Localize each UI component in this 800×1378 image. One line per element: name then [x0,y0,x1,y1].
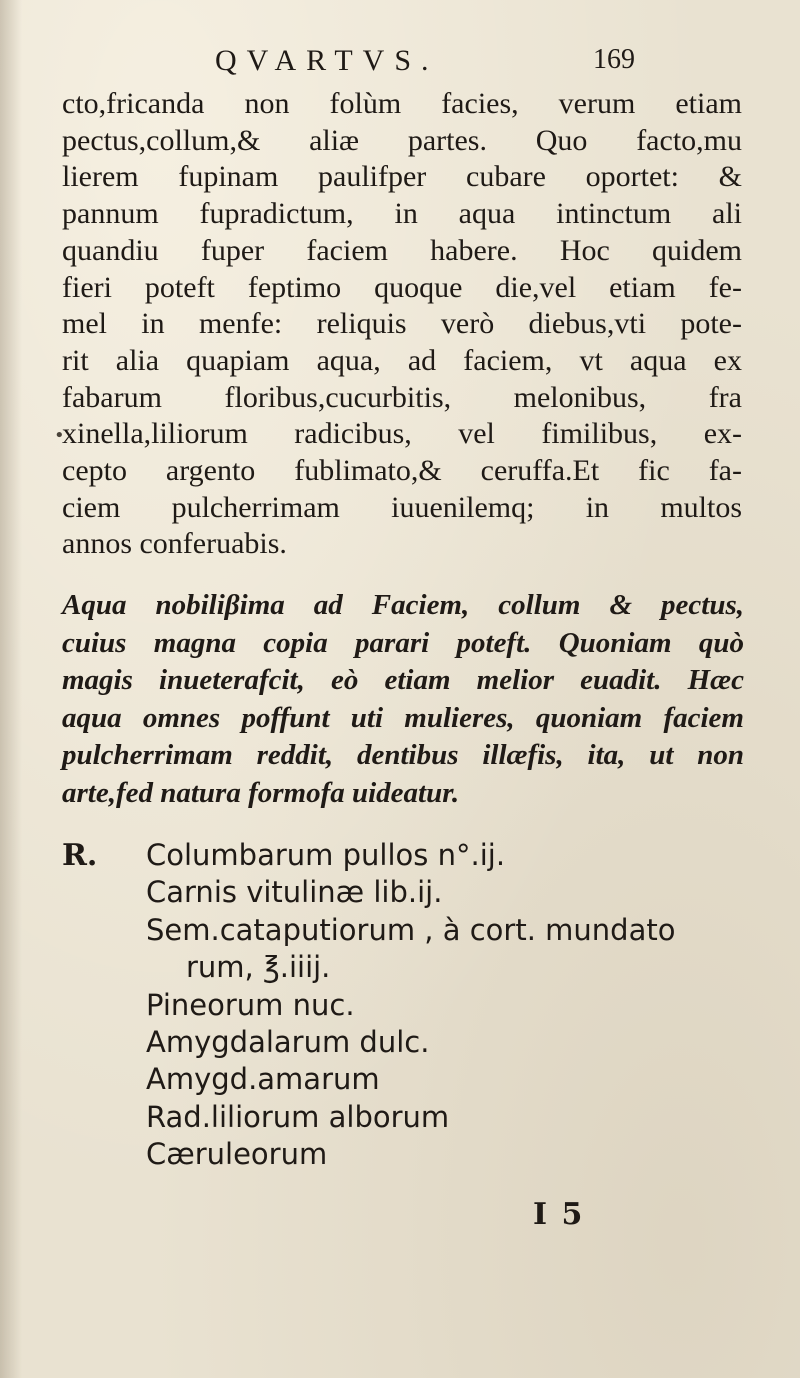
ingredient-item: Rad.liliorum alborum [146,1099,450,1134]
italic-line: Aqua nobiliβima ad Faciem, collum & pectus, [62,589,744,621]
text-line: lierem fupinam paulifper cubare oportet: & [62,160,742,194]
ingredient-item: Pineorum nuc. [146,987,355,1022]
ingredient-item: Carnis vitulinæ lib.ij. [146,875,443,910]
text-line: rit alia quapiam aqua, ad faciem, vt aqua ex [62,343,742,377]
italic-line: cuius magna copia parari poteft. Quoniam quò [62,626,744,659]
text-line: pectus,collum,& aliæ partes. Quo facto,mu [62,123,742,157]
italic-line: aqua omnes poffunt uti mulieres, quoniam faciem [62,701,744,734]
text-line: xinella,liliorum radicibus, vel fimilibus, ex- [62,417,742,451]
signature-mark: I 5 [533,1197,585,1232]
margin-mark: • [54,425,65,446]
ingredient-item: Amygdalarum dulc. [146,1025,430,1060]
recipe-symbol: R. [62,838,98,873]
italic-line: magis inueterafcit, eò etiam melior euadit. Hæc [62,664,744,696]
ingredient-item: Sem.cataputiorum , à cort. mundato [146,912,676,947]
text-line: mel in menfe: reliquis verò diebus,vti pote- [62,307,742,341]
page-number: 169 [593,44,635,75]
ingredient-item: Cæruleorum [146,1137,328,1172]
page-header [215,44,695,84]
ingredient-item: Columbarum pullos n°.ij. [146,838,506,872]
text-line: pannum fupradictum, in aqua intinctum ali [62,197,742,231]
text-line: fieri poteft feptimo quoque die,vel etiam fe- [62,270,742,304]
text-line: cepto argento fublimato,& ceruffa.Et fic fa- [62,454,742,488]
italic-line: arte,fed natura formofa uideatur. [62,776,460,809]
text-line: cto,fricanda non folùm facies, verum etiam [62,87,742,120]
italic-heading-paragraph [62,587,744,812]
text-line: ciem pulcherrimam iuuenilemq; in multos [62,490,742,524]
ingredient-list [146,837,675,1174]
text-line: fabarum floribus,cucurbitis, melonibus, fra [62,380,742,414]
italic-line: pulcherrimam reddit, dentibus illæfis, ita, ut non [62,739,744,771]
text-line: quandiu fuper faciem habere. Hoc quidem [62,233,742,267]
gutter-shadow [0,0,22,1378]
running-head: QVARTVS. [215,44,439,77]
ingredient-item: Amygd.amarum [146,1062,380,1097]
text-line: annos conferuabis. [62,527,287,561]
ingredient-item: rum, ℥.iiij. [186,950,331,985]
body-paragraph [62,86,742,563]
